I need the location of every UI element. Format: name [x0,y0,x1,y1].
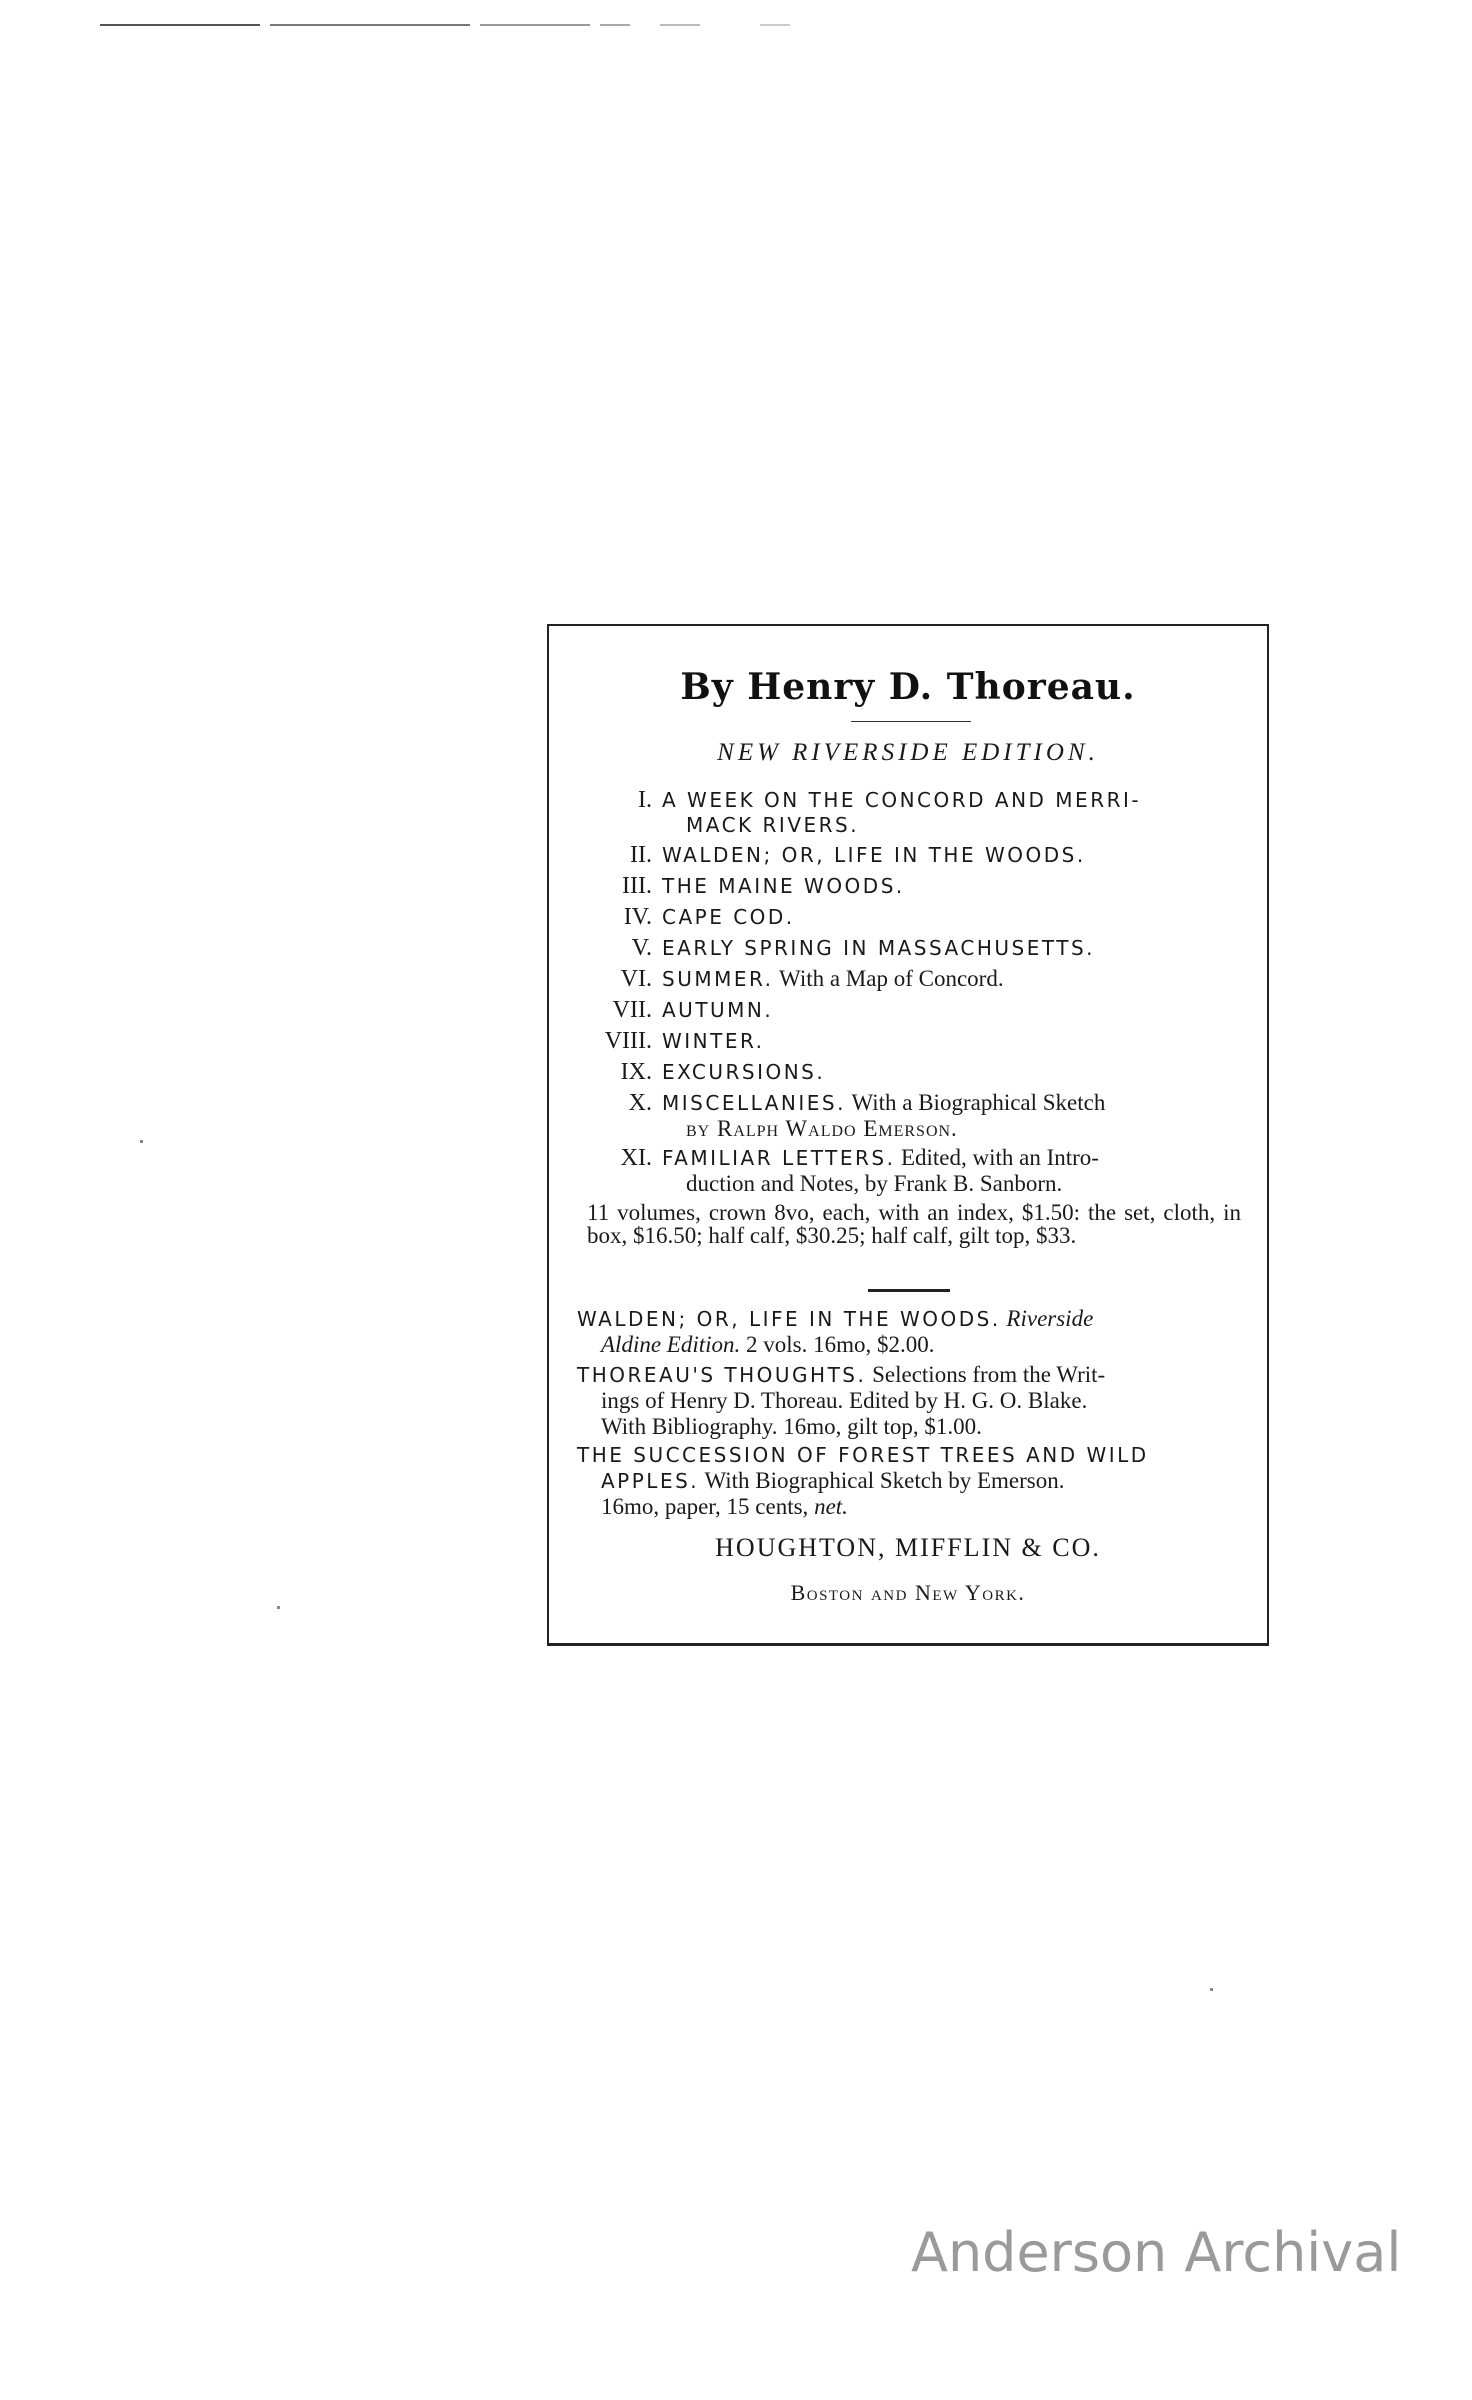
volume-number: VI. [620,966,652,992]
volume-entry [569,787,1249,838]
volume-title: EARLY SPRING IN MASSACHUSETTS. [662,936,1095,960]
book-title: THOREAU'S THOUGHTS. [577,1363,867,1387]
volume-entry [569,997,1249,1024]
volume-number: V. [631,935,652,961]
volume-number: III. [622,873,652,899]
volume-title: SUMMER. [662,967,774,991]
volume-note-continued: by Ralph Waldo Emerson. [686,1116,958,1141]
book-entry-thoreaus-thoughts [577,1362,1241,1440]
volume-number: IX. [620,1059,652,1085]
volume-note-continued: duction and Notes, by Frank B. Sanborn. [686,1171,1063,1196]
volume-title: THE MAINE WOODS. [662,874,905,898]
volume-title: CAPE COD. [662,905,795,929]
advertisement-box [547,624,1269,1646]
volume-entry [569,935,1249,962]
volume-number: VIII. [604,1028,652,1054]
volume-title: AUTUMN. [662,998,774,1022]
volume-note: With a Map of Concord. [779,966,1004,991]
volume-note: Edited, with an Intro- [900,1145,1099,1170]
volume-entry [569,1059,1249,1086]
book-entry-walden-aldine [577,1306,1241,1358]
book-price: 2 vols. 16mo, $2.00. [746,1332,935,1357]
book-price: With Bibliography. 16mo, gilt top, $1.00. [601,1414,982,1439]
volume-number: X. [628,1090,652,1116]
book-description: With Biographical Sketch by Emerson. [704,1468,1065,1493]
book-entry-forest-trees [577,1443,1241,1520]
book-price-net: net. [814,1494,848,1519]
book-title: WALDEN; OR, LIFE IN THE WOODS. [577,1307,1001,1331]
ad-title: By Henry D. Thoreau. [680,666,1136,708]
volume-number: II. [630,842,652,868]
volume-title: MISCELLANIES. [662,1091,846,1115]
book-title: THE SUCCESSION OF FOREST TREES AND WILD [577,1443,1149,1467]
book-edition: Riverside [1006,1306,1094,1331]
volume-number: XI. [620,1145,652,1171]
volume-entry [569,1028,1249,1055]
volume-title: WALDEN; OR, LIFE IN THE WOODS. [662,843,1086,867]
section-divider [868,1289,950,1292]
book-edition-continued: Aldine Edition. [601,1332,741,1357]
volume-entry [569,842,1249,869]
archive-watermark: Anderson Archival [911,2221,1402,2284]
volume-list [569,787,1249,1200]
volume-title-continued: MACK RIVERS. [686,813,860,837]
top-edge-rule [100,24,790,28]
publisher-name: HOUGHTON, MIFFLIN & CO. [715,1533,1101,1562]
volume-number: VII. [612,997,652,1023]
volume-note: With a Biographical Sketch [851,1090,1106,1115]
volume-entry [569,1090,1249,1141]
volume-title: FAMILIAR LETTERS. [662,1146,896,1170]
volume-number: I. [638,787,652,813]
scan-speck [140,1140,143,1143]
scan-speck [277,1606,280,1609]
volume-entry [569,1145,1249,1196]
volume-title: A WEEK ON THE CONCORD AND MERRI- [662,788,1142,812]
title-rule [851,721,971,722]
volume-entry [569,904,1249,931]
volume-title: WINTER. [662,1029,765,1053]
book-title-continued: APPLES. [601,1469,700,1493]
scan-speck [1210,1988,1213,1991]
volume-entry [569,966,1249,993]
volume-number: IV. [623,904,652,930]
book-price: 16mo, paper, 15 cents, [601,1494,809,1519]
book-description: Selections from the Writ- [872,1362,1106,1387]
edition-heading: NEW RIVERSIDE EDITION. [717,739,1099,766]
volume-title: EXCURSIONS. [662,1060,826,1084]
publisher-cities: Boston and New York. [790,1580,1026,1605]
book-description-continued: ings of Henry D. Thoreau. Edited by H. G. O. Blake. [601,1388,1088,1413]
set-price-summary: 11 volumes, crown 8vo, each, with an index, $1.50: the set, cloth, in box, $16.50; half calf, $30.25; half calf, gilt top, $33. [587,1200,1241,1248]
volume-entry [569,873,1249,900]
